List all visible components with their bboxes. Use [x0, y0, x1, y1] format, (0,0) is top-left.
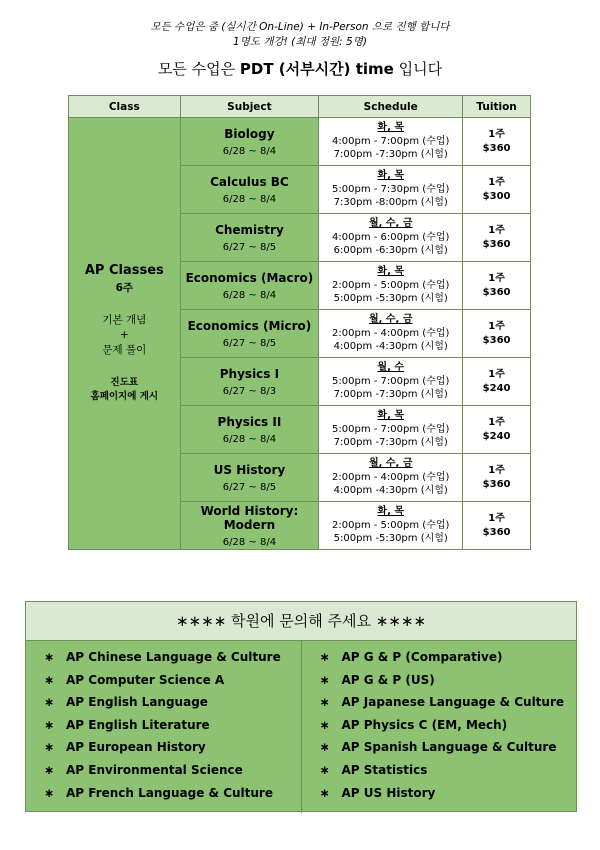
table-row	[69, 118, 531, 166]
course-item	[26, 669, 301, 692]
tuition-cell	[463, 118, 531, 166]
class-time: 5:00pm - 7:00pm (수업)	[332, 375, 450, 387]
schedule-days: 화, 목	[377, 122, 405, 134]
course-name: AP G & P (Comparative)	[341, 650, 503, 664]
asterisk-bullet: ∗	[319, 672, 330, 687]
course-item	[26, 736, 301, 759]
tuition-price: $240	[482, 430, 511, 442]
tuition-cell	[463, 262, 531, 310]
schedule-days: 월, 수, 금	[368, 218, 413, 230]
tuition-cell	[463, 214, 531, 262]
subject-cell	[180, 502, 319, 550]
schedule-cell	[319, 454, 463, 502]
schedule-cell	[319, 262, 463, 310]
class-description	[70, 313, 179, 358]
class-time: 4:00pm - 6:00pm (수업)	[332, 231, 450, 243]
schedule-days: 화, 목	[377, 410, 405, 422]
subject-name: Biology	[224, 126, 275, 141]
exam-time: 7:00pm -7:30pm (시험)	[333, 437, 448, 449]
header-class: Class	[69, 96, 181, 118]
header-schedule: Schedule	[319, 96, 463, 118]
course-name: AP Statistics	[341, 762, 428, 777]
course-name: AP Environmental Science	[66, 762, 243, 777]
subject-cell	[180, 166, 319, 214]
course-item	[302, 782, 577, 805]
schedule-cell	[319, 214, 463, 262]
course-item	[302, 669, 577, 692]
subject-name: US History	[213, 462, 286, 477]
course-item	[302, 691, 577, 714]
course-name: AP G & P (US)	[341, 672, 435, 687]
class-time: 4:00pm - 7:00pm (수업)	[332, 135, 450, 147]
class-time: 5:00pm - 7:30pm (수업)	[332, 183, 450, 195]
course-item	[302, 714, 577, 737]
concept-plus: +	[119, 329, 129, 341]
course-name: AP Chinese Language & Culture	[66, 650, 281, 664]
class-time: 5:00pm - 7:00pm (수업)	[332, 423, 450, 435]
subject-name: World History: Modern	[200, 503, 299, 532]
tuition-price: $360	[482, 526, 511, 538]
tuition-cell	[463, 406, 531, 454]
exam-time: 7:00pm -7:30pm (시험)	[333, 389, 448, 401]
tuition-price: $360	[482, 142, 511, 154]
subject-name: Economics (Micro)	[187, 318, 312, 333]
asterisk-bullet: ∗	[44, 672, 55, 687]
class-time: 2:00pm - 4:00pm (수업)	[332, 471, 450, 483]
concept-line-1: 기본 개념	[102, 314, 147, 326]
asterisk-bullet: ∗	[44, 785, 55, 800]
tuition-price: $360	[482, 286, 511, 298]
subject-dates: 6/27 ~ 8/5	[222, 337, 277, 349]
asterisk-bullet: ∗	[319, 650, 330, 664]
schedule-days: 월, 수	[377, 362, 405, 374]
tuition-cell	[463, 166, 531, 214]
asterisk-bullet: ∗	[44, 740, 55, 755]
class-time: 2:00pm - 4:00pm (수업)	[332, 327, 450, 339]
asterisk-bullet: ∗	[44, 717, 55, 732]
course-item	[26, 714, 301, 737]
course-item	[26, 646, 301, 669]
class-weeks: 6주	[115, 282, 134, 294]
subject-dates: 6/28 ~ 8/4	[222, 433, 277, 445]
schedule-cell	[319, 406, 463, 454]
exam-time: 6:00pm -6:30pm (시험)	[333, 245, 448, 257]
tuition-week: 1주	[488, 224, 505, 236]
asterisk-bullet: ∗	[44, 695, 55, 710]
course-item	[302, 646, 577, 669]
subject-name: Physics I	[219, 366, 280, 381]
course-name: AP Physics C (EM, Mech)	[341, 717, 508, 732]
asterisk-bullet: ∗	[319, 740, 330, 755]
asterisk-bullet: ∗	[44, 650, 55, 664]
notice-line-1: 모든 수업은 줌 (실시간 On-Line) + In-Person 으로 진행 합니다	[150, 21, 450, 33]
asterisk-bullet: ∗	[319, 762, 330, 777]
subject-dates: 6/28 ~ 8/4	[222, 536, 277, 548]
exam-time: 5:00pm -5:30pm (시험)	[333, 533, 448, 545]
schedule-days: 화, 목	[377, 506, 405, 518]
progress-note	[70, 376, 179, 404]
asterisk-bullet: ∗	[44, 762, 55, 777]
course-item	[26, 691, 301, 714]
course-name: AP French Language & Culture	[66, 785, 273, 800]
subject-dates: 6/28 ~ 8/4	[222, 145, 277, 157]
class-time: 2:00pm - 5:00pm (수업)	[332, 279, 450, 291]
course-name: AP US History	[341, 785, 436, 800]
course-list-left	[26, 641, 301, 813]
contact-heading: ∗∗∗∗ 학원에 문의해 주세요 ∗∗∗∗	[26, 602, 576, 641]
tuition-cell	[463, 454, 531, 502]
course-name: AP English Literature	[66, 717, 210, 732]
subject-name: Calculus BC	[210, 174, 289, 189]
schedule-cell	[319, 118, 463, 166]
course-item	[302, 759, 577, 782]
subject-dates: 6/27 ~ 8/5	[222, 241, 277, 253]
course-name: AP Computer Science A	[66, 672, 225, 687]
tuition-price: $360	[482, 334, 511, 346]
schedule-days: 월, 수, 금	[368, 314, 413, 326]
tuition-price: $240	[482, 382, 511, 394]
course-item	[26, 759, 301, 782]
tuition-week: 1주	[488, 464, 505, 476]
schedule-days: 화, 목	[377, 170, 405, 182]
course-name: AP English Language	[66, 695, 208, 710]
exam-time: 4:00pm -4:30pm (시험)	[333, 341, 448, 353]
notice-line-2: 1명도 개강! (최대 정원: 5명)	[233, 36, 367, 48]
schedule-days: 월, 수, 금	[368, 458, 413, 470]
subject-cell	[180, 406, 319, 454]
course-name: AP Spanish Language & Culture	[341, 740, 557, 755]
schedule-cell	[319, 358, 463, 406]
subject-cell	[180, 358, 319, 406]
subject-cell	[180, 214, 319, 262]
tuition-price: $360	[482, 238, 511, 250]
subject-cell	[180, 262, 319, 310]
subject-name: Chemistry	[215, 222, 284, 237]
subject-dates: 6/28 ~ 8/4	[222, 193, 277, 205]
tuition-week: 1주	[488, 416, 505, 428]
tuition-week: 1주	[488, 368, 505, 380]
tuition-week: 1주	[488, 320, 505, 332]
asterisk-bullet: ∗	[319, 695, 330, 710]
progress-line-2: 홈페이지에 게시	[90, 391, 159, 402]
subject-cell	[180, 310, 319, 358]
exam-time: 5:00pm -5:30pm (시험)	[333, 293, 448, 305]
exam-time: 7:00pm -7:30pm (시험)	[333, 149, 448, 161]
tuition-cell	[463, 310, 531, 358]
asterisk-bullet: ∗	[319, 717, 330, 732]
class-cell	[69, 118, 181, 550]
header-subject: Subject	[180, 96, 319, 118]
course-item	[302, 736, 577, 759]
subject-cell	[180, 118, 319, 166]
tuition-price: $360	[482, 478, 511, 490]
tuition-week: 1주	[488, 272, 505, 284]
progress-line-1: 진도표	[110, 377, 139, 388]
title-prefix: 모든 수업은	[157, 60, 240, 78]
class-title: AP Classes	[84, 263, 164, 278]
course-name: AP European History	[66, 740, 206, 755]
tuition-week: 1주	[488, 512, 505, 524]
tuition-cell	[463, 502, 531, 550]
tuition-week: 1주	[488, 128, 505, 140]
exam-time: 4:00pm -4:30pm (시험)	[333, 485, 448, 497]
header-tuition: Tuition	[463, 96, 531, 118]
schedule-days: 화, 목	[377, 266, 405, 278]
page-title	[0, 58, 600, 79]
table-header-row	[69, 96, 531, 118]
notice	[0, 20, 600, 50]
schedule-cell	[319, 310, 463, 358]
subject-dates: 6/27 ~ 8/5	[222, 481, 277, 493]
schedule-table	[68, 95, 531, 550]
subject-dates: 6/28 ~ 8/4	[222, 289, 277, 301]
course-item	[26, 782, 301, 805]
schedule-cell	[319, 166, 463, 214]
table-body	[69, 118, 531, 550]
subject-dates: 6/27 ~ 8/3	[222, 385, 277, 397]
subject-cell	[180, 454, 319, 502]
tuition-week: 1주	[488, 176, 505, 188]
title-bold: PDT (서부시간) time	[239, 60, 394, 78]
exam-time: 7:30pm -8:00pm (시험)	[333, 197, 448, 209]
tuition-price: $300	[482, 190, 511, 202]
class-time: 2:00pm - 5:00pm (수업)	[332, 519, 450, 531]
title-suffix: 입니다	[393, 60, 443, 78]
tuition-cell	[463, 358, 531, 406]
subject-name: Economics (Macro)	[185, 270, 314, 285]
asterisk-bullet: ∗	[319, 785, 330, 800]
course-name: AP Japanese Language & Culture	[341, 695, 565, 710]
contact-box	[25, 601, 577, 812]
course-list-right	[301, 641, 577, 813]
concept-line-2: 문제 풀이	[102, 344, 147, 356]
schedule-cell	[319, 502, 463, 550]
subject-name: Physics II	[217, 414, 282, 429]
